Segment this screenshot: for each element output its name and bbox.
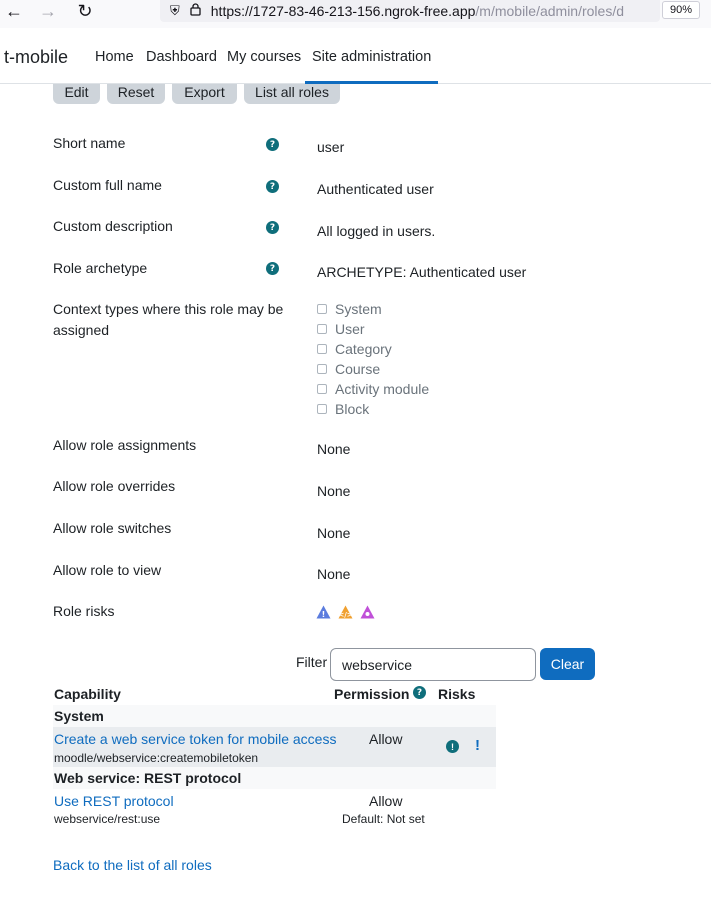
context-type-label: System <box>335 301 382 317</box>
risk-config-icon[interactable] <box>316 605 331 619</box>
table-row <box>53 789 496 829</box>
group-header-system: System <box>53 705 496 727</box>
checkbox[interactable] <box>317 364 327 374</box>
help-icon[interactable]: ? <box>413 686 426 699</box>
help-icon[interactable]: ? <box>266 221 279 234</box>
description-label: Custom description <box>53 218 173 234</box>
site-navbar <box>0 29 711 84</box>
allow-view-value: None <box>317 566 351 582</box>
checkbox[interactable] <box>317 324 327 334</box>
capability-header: Capability <box>54 686 121 702</box>
context-type-label: User <box>335 321 365 337</box>
svg-text:</>: </> <box>338 611 353 619</box>
context-checkbox-activity-module[interactable] <box>317 380 429 398</box>
role-risk-icons <box>316 605 375 619</box>
back-to-roles-link[interactable]: Back to the list of all roles <box>53 857 212 873</box>
lock-icon <box>190 3 201 19</box>
checkbox[interactable] <box>317 384 327 394</box>
short-name-value: user <box>317 139 345 155</box>
allow-view-label: Allow role to view <box>53 562 162 578</box>
risk-alert-icon[interactable]: ! <box>446 740 459 753</box>
nav-home[interactable]: Home <box>95 49 134 65</box>
url-host: https://1727-83-46-213-156.ngrok-free.app <box>210 3 476 19</box>
archetype-label: Role archetype <box>53 260 148 276</box>
edit-button[interactable]: Edit <box>53 84 100 104</box>
nav-site-administration[interactable]: Site administration <box>305 49 438 84</box>
filter-input[interactable] <box>330 648 536 681</box>
list-all-roles-button[interactable]: List all roles <box>244 84 340 104</box>
context-checkbox-course[interactable] <box>317 360 380 378</box>
clear-button[interactable]: Clear <box>540 648 595 680</box>
risk-personal-icon[interactable] <box>360 605 375 619</box>
allow-override-value: None <box>317 483 351 499</box>
nav-my-courses[interactable]: My courses <box>227 49 302 65</box>
context-types-label: Context types where this role may be assigned <box>53 301 284 338</box>
help-icon[interactable]: ? <box>266 138 279 151</box>
help-icon[interactable]: ? <box>266 180 279 193</box>
description-value: All logged in users. <box>317 223 436 239</box>
context-type-label: Activity module <box>335 381 430 397</box>
context-type-label: Course <box>335 361 381 377</box>
checkbox[interactable] <box>317 304 327 314</box>
context-checkbox-user[interactable] <box>317 320 365 338</box>
context-type-label: Block <box>335 401 370 417</box>
permission-default: Default: Not set <box>342 812 425 826</box>
checkbox[interactable] <box>317 404 327 414</box>
group-header-rest-protocol: Web service: REST protocol <box>53 767 496 789</box>
full-name-label: Custom full name <box>53 177 162 193</box>
reload-icon[interactable]: ↻ <box>77 0 93 21</box>
risks-header: Risks <box>438 686 476 702</box>
help-icon[interactable]: ? <box>266 262 279 275</box>
permission-header: Permission <box>334 686 410 702</box>
context-checkbox-block[interactable] <box>317 400 369 418</box>
role-risks-label: Role risks <box>53 603 115 619</box>
allow-assign-label: Allow role assignments <box>53 437 197 453</box>
reset-button[interactable]: Reset <box>107 84 165 104</box>
nav-dashboard[interactable]: Dashboard <box>146 49 217 65</box>
site-brand[interactable]: t-mobile <box>4 47 69 67</box>
capability-name: moodle/webservice:createmobiletoken <box>54 751 259 765</box>
context-checkbox-system[interactable] <box>317 300 382 318</box>
risk-xss-icon[interactable] <box>338 605 353 619</box>
capability-link[interactable]: Create a web service token for mobile access <box>54 731 337 747</box>
table-row <box>53 727 496 767</box>
back-arrow-icon[interactable]: ← <box>5 0 23 21</box>
filter-label: Filter <box>296 654 328 670</box>
archetype-value: ARCHETYPE: Authenticated user <box>317 264 527 280</box>
forward-arrow-icon[interactable]: → <box>39 0 57 21</box>
browser-toolbar <box>0 0 711 28</box>
address-bar[interactable] <box>160 0 660 22</box>
allow-switch-value: None <box>317 525 351 541</box>
capability-link[interactable]: Use REST protocol <box>54 793 174 809</box>
svg-text:!: ! <box>321 610 326 619</box>
zoom-indicator[interactable]: 90% <box>662 1 700 19</box>
url-path: /m/mobile/admin/roles/d <box>475 3 625 19</box>
allow-switch-label: Allow role switches <box>53 520 172 536</box>
allow-assign-value: None <box>317 441 351 457</box>
context-checkbox-category[interactable] <box>317 340 392 358</box>
permission-value[interactable]: Allow <box>369 731 403 747</box>
context-type-label: Category <box>335 341 392 357</box>
permission-value[interactable]: Allow <box>369 793 403 809</box>
risk-exclamation-icon[interactable]: ! <box>475 737 480 754</box>
full-name-value: Authenticated user <box>317 181 434 197</box>
capability-name: webservice/rest:use <box>54 812 161 826</box>
checkbox[interactable] <box>317 344 327 354</box>
export-button[interactable]: Export <box>172 84 237 104</box>
allow-override-label: Allow role overrides <box>53 478 176 494</box>
short-name-label: Short name <box>53 135 126 151</box>
shield-icon: ⛨ <box>170 3 180 18</box>
